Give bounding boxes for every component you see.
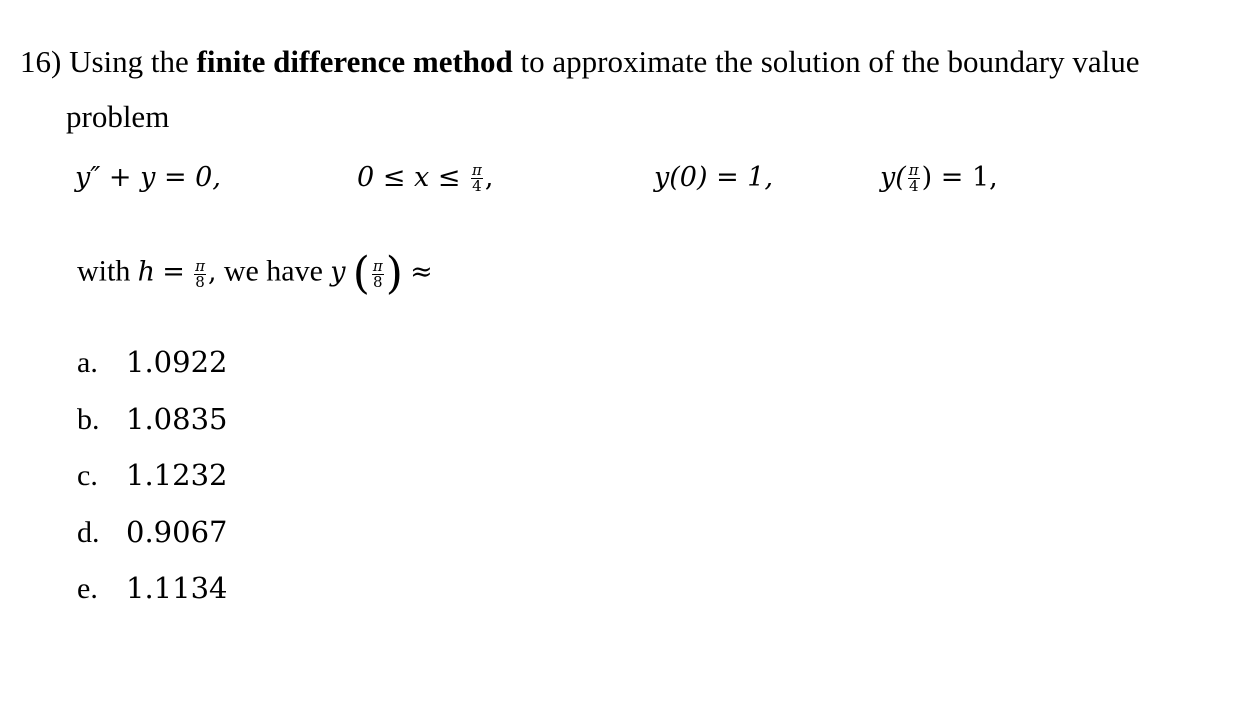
option-letter: a.: [77, 346, 98, 379]
bc-right-prefix: y(: [880, 162, 906, 193]
we-have-text: we have: [223, 254, 323, 288]
option-value: 1.0922: [126, 345, 228, 379]
bc-left: [654, 162, 773, 212]
h-suffix: ,: [207, 256, 217, 288]
approx-sign: ≈: [410, 256, 433, 288]
option-letter: d.: [77, 515, 100, 549]
domain-suffix: ,: [484, 162, 494, 193]
h-frac-den: 8: [195, 272, 205, 291]
y-frac-num: π: [372, 256, 383, 275]
option-c[interactable]: [77, 457, 227, 514]
question-text-before: Using the: [69, 44, 189, 79]
y-frac-den: 8: [373, 272, 383, 291]
ode-text: y″ + y = 0,: [75, 162, 221, 193]
question-text-line2: problem: [66, 99, 170, 134]
option-e[interactable]: [77, 570, 227, 627]
with-text: with: [77, 254, 131, 288]
right-paren: ): [385, 248, 403, 299]
domain-frac-den: 4: [472, 177, 482, 195]
option-d[interactable]: [77, 514, 227, 571]
bc-right-frac-den: 4: [908, 177, 919, 195]
option-value: 1.0835: [126, 401, 228, 436]
step-size-line: [77, 248, 433, 299]
h-symbol: h: [137, 256, 155, 288]
ode-equation: [75, 162, 221, 212]
domain-prefix: 0 ≤ x ≤: [357, 162, 461, 193]
question-text: [20, 44, 1140, 80]
bc-right-suffix: ) = 1,: [921, 162, 998, 193]
domain-fraction: [471, 163, 483, 194]
option-b[interactable]: [77, 401, 227, 458]
h-fraction: [194, 256, 206, 291]
option-value: 0.9067: [126, 514, 228, 549]
bc-right: [880, 162, 998, 212]
option-a[interactable]: [77, 344, 227, 401]
bc-right-frac-num: π: [908, 161, 919, 179]
left-paren: (: [352, 248, 370, 299]
equals-sign: =: [162, 256, 185, 288]
bc-left-text: y(0) = 1,: [654, 162, 774, 193]
domain-frac-num: π: [472, 161, 482, 179]
option-letter: e.: [77, 572, 98, 605]
y-fraction: [372, 256, 384, 291]
option-letter: c.: [77, 459, 98, 492]
question-number: 16): [20, 44, 62, 79]
h-frac-num: π: [195, 256, 205, 275]
bc-right-fraction: [908, 163, 920, 194]
option-value: 1.1134: [126, 571, 228, 605]
y-symbol: y: [330, 256, 346, 288]
option-value: 1.1232: [126, 458, 228, 492]
answer-options: [77, 344, 227, 627]
question-bold-phrase: finite difference method: [196, 44, 513, 79]
question-text-after: to approximate the solution of the boundary value: [520, 44, 1140, 79]
option-letter: b.: [77, 402, 100, 436]
domain-inequality: [357, 162, 493, 212]
